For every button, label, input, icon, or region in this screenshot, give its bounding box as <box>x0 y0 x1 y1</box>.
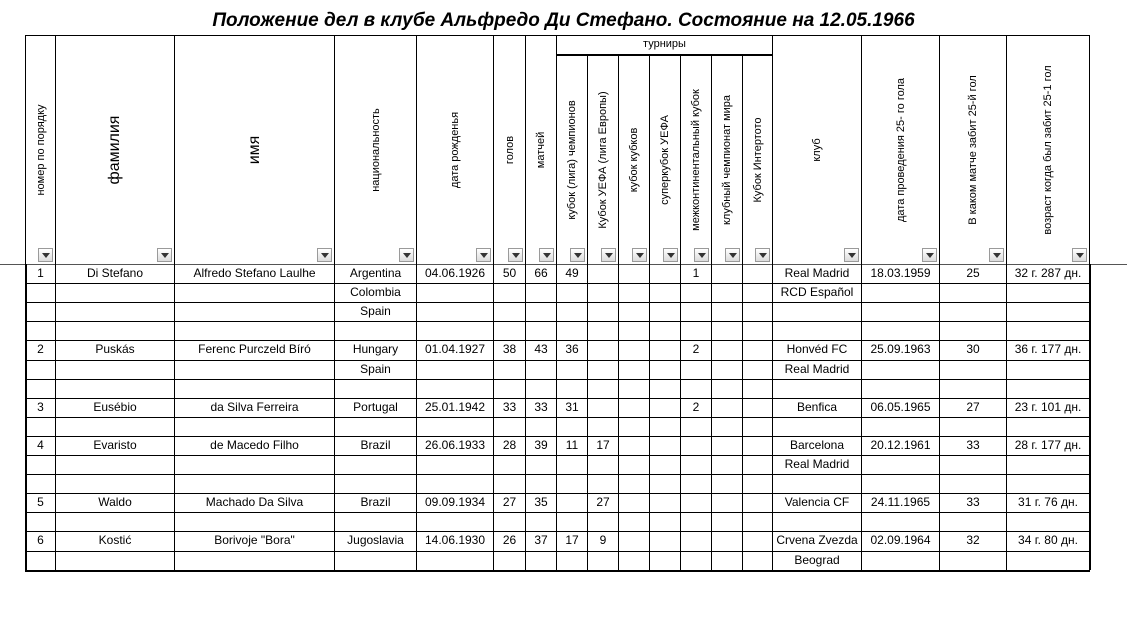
table-cell[interactable]: Ferenc Purczeld Bíró <box>198 342 311 356</box>
column-header-label: суперкубок УЕФА <box>659 115 671 205</box>
table-cell[interactable]: 5 <box>37 495 44 509</box>
table-cell[interactable]: 14.06.1930 <box>424 533 486 547</box>
column-header-label: межконтинентальный кубок <box>690 89 702 231</box>
table-cell[interactable]: 18.03.1959 <box>870 266 931 280</box>
table-cell[interactable]: 32 <box>966 533 980 547</box>
table-cell[interactable]: 27 <box>596 495 610 509</box>
table-cell[interactable]: Benfica <box>796 400 838 414</box>
table-cell[interactable]: Machado Da Silva <box>205 495 304 509</box>
table-cell[interactable]: 1 <box>37 266 44 280</box>
grid-row-line <box>25 302 1090 303</box>
group-header-label: турниры <box>643 38 686 50</box>
table-cell[interactable]: 9 <box>599 533 607 547</box>
table-cell[interactable]: 49 <box>565 266 579 280</box>
filter-dropdown-button[interactable] <box>508 248 523 262</box>
filter-dropdown-button[interactable] <box>922 248 937 262</box>
filter-dropdown-button[interactable] <box>399 248 414 262</box>
table-cell[interactable]: 33 <box>966 495 980 509</box>
table-cell[interactable]: 36 г. 177 дн. <box>1014 342 1082 356</box>
table-cell[interactable]: 39 <box>534 438 548 452</box>
filter-dropdown-button[interactable] <box>539 248 554 262</box>
table-cell[interactable]: 43 <box>534 342 548 356</box>
column-header-16 <box>861 35 940 264</box>
table-cell[interactable]: 35 <box>534 495 548 509</box>
table-cell[interactable]: Eusébio <box>93 400 137 414</box>
table-cell[interactable]: Kostić <box>98 533 132 547</box>
column-header-label: клуб <box>811 138 823 162</box>
table-cell[interactable]: Portugal <box>353 400 398 414</box>
table-cell[interactable]: 4 <box>37 438 44 452</box>
table-cell[interactable]: 33 <box>966 438 980 452</box>
table-cell[interactable]: Jugoslavia <box>347 533 404 547</box>
column-header-label: матчей <box>535 131 547 169</box>
column-header-label: клубный чемпионат мира <box>721 94 733 226</box>
column-header-label: кубок кубков <box>628 127 640 193</box>
table-cell[interactable]: 27 <box>966 400 980 414</box>
table-cell[interactable]: Brazil <box>360 438 391 452</box>
grid-row-line <box>25 360 1090 361</box>
table-cell[interactable]: Alfredo Stefano Laulhe <box>193 266 316 280</box>
column-header-14 <box>742 55 773 264</box>
table-cell[interactable]: Beograd <box>794 553 840 567</box>
table-cell[interactable]: Borivoje "Bora" <box>214 533 295 547</box>
table-cell[interactable]: 25.09.1963 <box>870 342 931 356</box>
filter-dropdown-button[interactable] <box>570 248 585 262</box>
table-cell[interactable]: 2 <box>692 342 700 356</box>
grid-row-line <box>25 379 1090 380</box>
sheet-title: Положение дел в клубе Альфредо Ди Стефано. Состояние на 12.05.1966 <box>212 10 915 31</box>
filter-dropdown-button[interactable] <box>601 248 616 262</box>
table-cell[interactable]: 06.05.1965 <box>870 400 931 414</box>
column-header-label: Кубок УЕФА (лига Европы) <box>597 91 609 229</box>
filter-dropdown-button[interactable] <box>317 248 332 262</box>
column-header-10 <box>618 55 650 264</box>
table-cell[interactable]: 02.09.1964 <box>870 533 931 547</box>
column-header-label: голов <box>503 135 516 165</box>
column-header-label: дата рожденья <box>449 111 461 189</box>
table-cell[interactable]: Spain <box>360 362 391 376</box>
table-cell[interactable]: Di Stefano <box>86 266 144 280</box>
table-cell[interactable]: 31 <box>565 400 579 414</box>
grid-row-line <box>25 417 1090 418</box>
table-cell[interactable]: Spain <box>360 304 391 318</box>
column-header-1 <box>25 35 56 264</box>
table-cell[interactable]: 33 <box>502 400 517 414</box>
grid-row-line <box>25 474 1090 475</box>
column-header-7 <box>525 35 557 264</box>
table-cell[interactable]: 25.01.1942 <box>424 400 486 414</box>
table-cell[interactable]: 27 <box>502 495 517 509</box>
column-header-8 <box>556 55 588 264</box>
column-header-label: возраст когда был забит 25-1 гол <box>1042 65 1054 235</box>
table-cell[interactable]: 2 <box>692 400 700 414</box>
table-cell[interactable]: Argentina <box>349 266 402 280</box>
table-cell[interactable]: Barcelona <box>789 438 845 452</box>
table-cell[interactable]: 2 <box>37 342 44 356</box>
grid-row-line <box>25 455 1090 456</box>
filter-dropdown-button[interactable] <box>725 248 740 262</box>
table-cell[interactable]: Crvena Zvezda <box>776 533 858 547</box>
table-cell[interactable]: 1 <box>692 266 700 280</box>
filter-dropdown-button[interactable] <box>663 248 678 262</box>
table-cell[interactable]: 04.06.1926 <box>424 266 486 280</box>
table-cell[interactable]: 6 <box>37 533 44 547</box>
table-cell[interactable]: 09.09.1934 <box>424 495 486 509</box>
table-cell[interactable]: 50 <box>502 266 517 280</box>
filter-dropdown-button[interactable] <box>476 248 491 262</box>
grid-row-line <box>25 512 1090 513</box>
table-cell[interactable]: de Macedo Filho <box>210 438 299 452</box>
column-header-15 <box>772 35 862 264</box>
table-cell[interactable]: RCD Español <box>780 285 854 299</box>
filter-dropdown-button[interactable] <box>844 248 859 262</box>
table-cell[interactable]: 20.12.1961 <box>870 438 931 452</box>
filter-dropdown-button[interactable] <box>989 248 1004 262</box>
column-header-label: номер по порядку <box>34 104 47 196</box>
column-header-18 <box>1006 35 1090 264</box>
table-cell[interactable]: Real Madrid <box>784 362 850 376</box>
column-header-5 <box>416 35 494 264</box>
column-header-label: имя <box>245 135 263 165</box>
table-cell[interactable]: 28 г. 177 дн. <box>1014 438 1082 452</box>
table-cell[interactable]: 33 <box>534 400 548 414</box>
table-cell[interactable]: 32 г. 287 дн. <box>1014 266 1082 280</box>
table-cell[interactable]: Brazil <box>360 495 391 509</box>
filter-dropdown-button[interactable] <box>38 248 53 262</box>
column-header-9 <box>587 55 619 264</box>
column-header-label: фамилия <box>106 115 123 185</box>
table-cell[interactable]: 37 <box>534 533 548 547</box>
filter-dropdown-button[interactable] <box>694 248 709 262</box>
grid-row-line <box>25 551 1090 552</box>
column-header-2 <box>55 35 175 264</box>
table-cell[interactable]: 23 г. 101 дн. <box>1014 400 1082 414</box>
column-header-3 <box>174 35 335 264</box>
grid-row-line <box>25 570 1090 572</box>
column-header-4 <box>334 35 417 264</box>
table-cell[interactable]: 36 <box>565 342 579 356</box>
filter-dropdown-button[interactable] <box>157 248 172 262</box>
table-cell[interactable]: 01.04.1927 <box>424 342 486 356</box>
table-cell[interactable]: 28 <box>502 438 517 452</box>
table-cell[interactable]: 3 <box>37 400 44 414</box>
group-header-tournaments <box>556 35 773 55</box>
table-cell[interactable]: 66 <box>534 266 548 280</box>
filter-dropdown-button[interactable] <box>632 248 647 262</box>
table-cell[interactable]: Puskás <box>95 342 135 356</box>
table-cell[interactable]: 26 <box>502 533 517 547</box>
column-header-11 <box>649 55 681 264</box>
filter-dropdown-button[interactable] <box>1072 248 1087 262</box>
table-cell[interactable]: Colombia <box>350 285 401 299</box>
column-header-17 <box>939 35 1007 264</box>
column-header-13 <box>711 55 743 264</box>
column-header-label: национальность <box>369 108 382 192</box>
table-cell[interactable]: 25 <box>966 266 980 280</box>
table-cell[interactable]: Hungary <box>352 342 399 356</box>
table-cell[interactable]: 30 <box>966 342 980 356</box>
table-cell[interactable]: Valencia CF <box>784 495 850 509</box>
table-cell[interactable]: 34 г. 80 дн. <box>1018 533 1078 547</box>
filter-dropdown-button[interactable] <box>755 248 770 262</box>
column-header-label: Кубок Интертото <box>751 117 764 203</box>
table-cell[interactable]: Real Madrid <box>784 266 850 280</box>
table-cell[interactable]: 38 <box>502 342 517 356</box>
table-cell[interactable]: 11 <box>565 438 579 452</box>
table-cell[interactable]: Honvéd FC <box>786 342 848 356</box>
table-cell[interactable]: 26.06.1933 <box>424 438 486 452</box>
column-header-label: дата проведения 25- го гола <box>894 77 907 223</box>
column-header-12 <box>680 55 712 264</box>
table-cell[interactable]: Real Madrid <box>784 457 850 471</box>
grid-row-line <box>25 283 1090 284</box>
table-cell[interactable]: 31 г. 76 дн. <box>1018 495 1078 509</box>
table-cell[interactable]: 24.11.1965 <box>870 495 931 509</box>
table-cell[interactable]: Evaristo <box>93 438 137 452</box>
table-cell[interactable]: 17 <box>596 438 610 452</box>
table-cell[interactable]: da Silva Ferreira <box>210 400 299 414</box>
column-header-label: кубок (лига) чемпионов <box>566 100 578 220</box>
grid-row-line <box>25 321 1090 322</box>
column-header-6 <box>493 35 526 264</box>
table-cell[interactable]: Waldo <box>98 495 132 509</box>
column-header-label: В каком матче забит 25-й гол <box>967 75 979 225</box>
table-cell[interactable]: 17 <box>565 533 579 547</box>
